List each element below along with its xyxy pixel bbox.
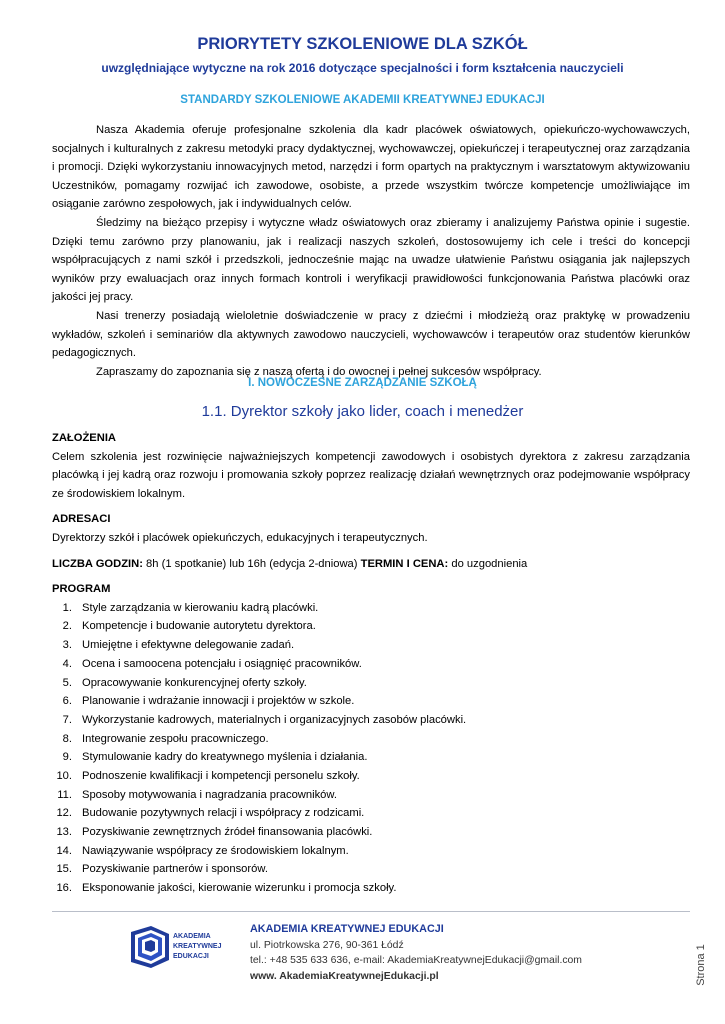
hours-price-line (52, 555, 690, 574)
footer-address: ul. Piotrkowska 276, 90-361 Łódź (250, 939, 404, 951)
program-item-number: 13. (56, 826, 72, 838)
program-item-text: Podnoszenie kwalifikacji i kompetencji personelu szkoły. (82, 769, 360, 782)
program-item-text: Umiejętne i efektywne delegowanie zadań. (82, 639, 295, 652)
program-item-text: Opracowywanie konkurencyjnej oferty szkoły. (82, 676, 307, 689)
program-item-text: Stymulowanie kadry do kreatywnego myślenia i działania. (82, 751, 368, 764)
program-item-number: 2. (62, 620, 72, 633)
program-item (52, 786, 690, 805)
logo-text-line-1: AKADEMIA (173, 933, 211, 940)
standards-heading: STANDARDY SZKOLENIOWE AKADEMII KREATYWNEJ EDUKACJI (180, 94, 545, 106)
program-item (52, 636, 690, 655)
program-item-text: Nawiązywanie współpracy ze środowiskiem lokalnym. (82, 844, 349, 857)
program-item-number: 10. (56, 769, 72, 782)
program-item-text: Planowanie i wdrażanie innowacji i projektów w szkole. (82, 695, 355, 708)
program-item-number: 16. (56, 882, 72, 895)
academy-logo-icon (129, 926, 229, 970)
program-item-number: 7. (62, 713, 72, 726)
page-number (694, 930, 708, 1000)
academy-logo (129, 926, 229, 970)
program-item (52, 879, 690, 898)
section-heading: I. NOWOCZESNE ZARZĄDZANIE SZKOŁĄ (248, 377, 477, 389)
intro-paragraph-4: Zapraszamy do zapoznania się z naszą ofertą i do owocnej i pełnej sukcesów współpracy. (96, 365, 542, 378)
program-item (52, 617, 690, 636)
intro-section (52, 121, 690, 381)
program-item (52, 842, 690, 861)
program-item (52, 748, 690, 767)
program-item (52, 823, 690, 842)
audience-text: Dyrektorzy szkół i placówek opiekuńczych, edukacyjnych i terapeutycznych. (52, 531, 428, 544)
program-item (52, 692, 690, 711)
program-item-text: Ocena i samoocena potencjału i osiągnięć pracowników. (82, 657, 362, 670)
program-item-number: 3. (62, 639, 72, 652)
program-item-text: Style zarządzania w kierowaniu kadrą placówki. (82, 601, 319, 614)
program-item-number: 4. (62, 657, 72, 670)
program-item-text: Integrowanie zespołu pracowniczego. (82, 732, 269, 745)
footer-website-link[interactable]: www. AkademiaKreatywnejEdukacji.pl (250, 970, 439, 982)
program-item-number: 1. (62, 601, 72, 614)
logo-text-line-2: KREATYWNEJ (173, 943, 222, 950)
program-item-number: 11. (57, 788, 72, 801)
program-item-number: 6. (62, 695, 72, 708)
program-item (52, 767, 690, 786)
document-title: PRIORYTETY SZKOLENIOWE DLA SZKÓŁ (197, 35, 528, 53)
program-item-text: Pozyskiwanie zewnętrznych źródeł finansowania placówki. (82, 826, 373, 838)
program-item-number: 12. (56, 807, 72, 820)
program-item-number: 9. (62, 751, 72, 764)
program-item-number: 14. (56, 844, 72, 857)
assumptions-text: Celem szkolenia jest rozwinięcie najważniejszych kompetencji zawodowych i osobistych dyrektora z zakresu zarządzania placówką i jej kadrą oraz rozwoju i promowania szkoły poprzez realizację działań wewnętrznych oraz podejmowanie współpracy ze środowiskiem lokalnym. (52, 450, 690, 500)
program-item-text: Eksponowanie jakości, kierowanie wizerunku i promocja szkoły. (82, 882, 397, 895)
program-item (52, 730, 690, 749)
program-label: PROGRAM (52, 583, 111, 596)
footer-contact (250, 922, 582, 984)
program-item-number: 15. (56, 863, 72, 876)
logo-text-line-3: EDUKACJI (173, 953, 209, 960)
section-subheading: 1.1. Dyrektor szkoły jako lider, coach i menedżer (201, 403, 524, 420)
program-item-text: Sposoby motywowania i nagradzania pracowników. (82, 788, 337, 801)
program-item-number: 5. (62, 676, 72, 689)
program-item-text: Pozyskiwanie partnerów i sponsorów. (82, 863, 268, 876)
intro-paragraph-3: Nasi trenerzy posiadają wieloletnie doświadczenie w pracy z dziećmi i młodzieżą oraz praktykę w prowadzeniu wykładów, szkoleń i seminariów dla aktywnych zawodowo nauczycieli, wychowawców i terapeutów oraz studentów kierunków pedagogicznych. (52, 309, 690, 360)
hours-value: 8h (1 spotkanie) lub 16h (edycja 2-dniowa) (146, 557, 358, 570)
program-item-text: Budowanie pozytywnych relacji i współpracy z rodzicami. (82, 807, 365, 820)
footer-org-name: AKADEMIA KREATYWNEJ EDUKACJI (250, 923, 444, 935)
program-item (52, 655, 690, 674)
audience-label: ADRESACI (52, 513, 111, 526)
price-label: TERMIN I CENA: (360, 557, 449, 570)
program-list (52, 599, 690, 898)
program-item (52, 860, 690, 879)
intro-paragraph-2: Śledzimy na bieżąco przepisy i wytyczne władz oświatowych oraz zbieramy i analizujemy Państwa opinie i sugestie. Dzięki temu zarówno przy planowaniu, jak i realizacji naszych szkoleń, dostosowujemy ich cele i treści do koncepcji współpracujących z nami szkół i przedszkoli, jednocześnie mając na uwadze ułatwienie Państwu osiągania jak najlepszych wyników przy ewaluacjach oraz innych formach kontroli i weryfikacji prawidłowości funkcjonowania Państwa placówki oraz jakości jej pracy. (52, 216, 690, 304)
document-subtitle: uwzględniające wytyczne na rok 2016 dotyczące specjalności i form kształcenia nauczycieli (101, 61, 624, 75)
course-details (52, 429, 690, 898)
program-item-text: Wykorzystanie kadrowych, materialnych i organizacyjnych zasobów placówki. (82, 713, 467, 726)
program-item (52, 599, 690, 618)
program-item (52, 711, 690, 730)
program-item-text: Kompetencje i budowanie autorytetu dyrektora. (82, 620, 316, 633)
footer-divider (52, 911, 690, 912)
page-number-label: Strona 1 (695, 944, 707, 986)
program-item (52, 804, 690, 823)
intro-paragraph-1: Nasza Akademia oferuje profesjonalne szkolenia dla kadr placówek oświatowych, opiekuńczo-wychowawczych, socjalnych i kulturalnych z zakresu metodyki pracy dydaktycznej, wychowawczej, opiekuńczej i terapeutycznej oraz zarządzania i promocji. Dzięki wykorzystaniu innowacyjnych metod, narzędzi i form opartych na praktycznym i warsztatowym aktywizowaniu Uczestników, pomagamy rozwijać ich zawodowe, osobiste, a przede wszystkim twórcze kompetencje umożliwiające im osiąganie zarówno zespołowych, jak i indywidualnych celów. (52, 124, 690, 211)
program-item (52, 674, 690, 693)
hours-label: LICZBA GODZIN: (52, 557, 143, 570)
program-item-number: 8. (62, 732, 72, 745)
price-value: do uzgodnienia (451, 557, 528, 570)
footer-contact-line: tel.: +48 535 633 636, e-mail: AkademiaKreatywnejEdukacji@gmail.com (250, 955, 582, 967)
assumptions-label: ZAŁOŻENIA (52, 432, 117, 444)
